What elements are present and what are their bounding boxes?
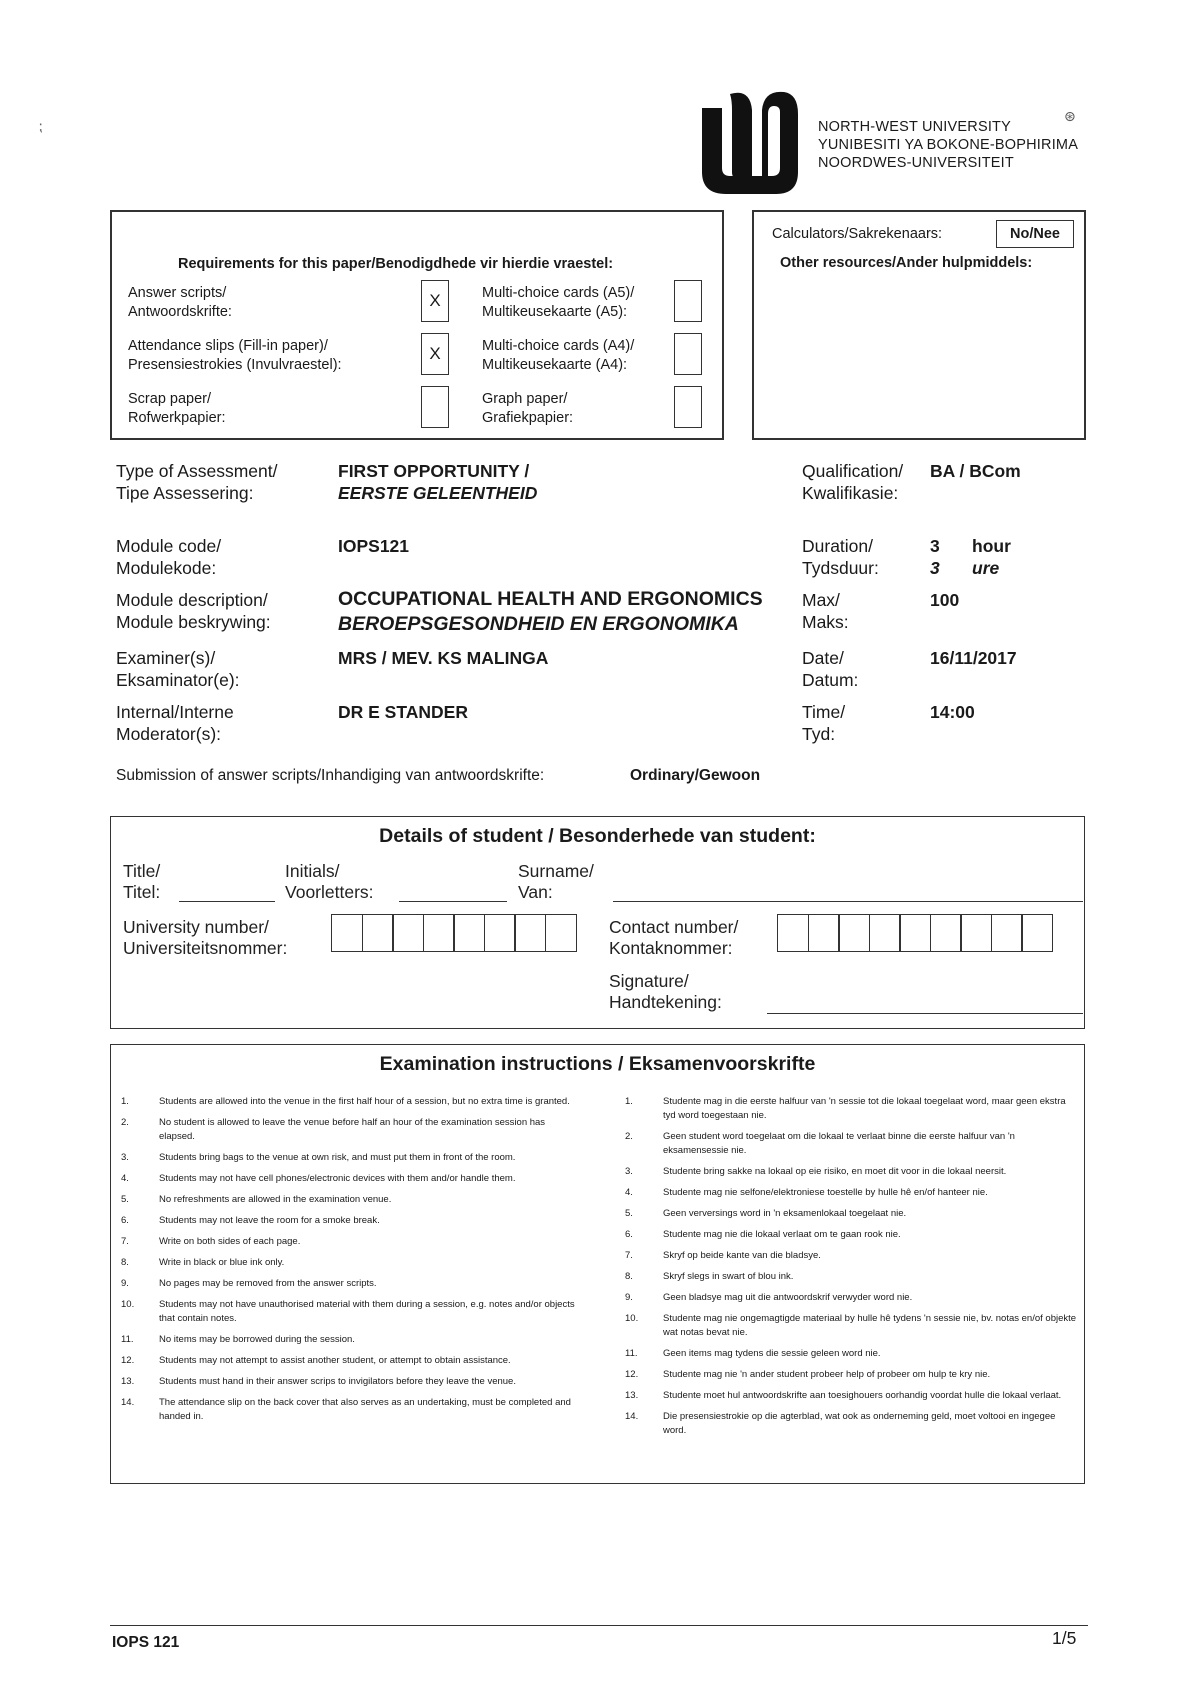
crest-mark-icon: ⊛ [1064, 108, 1076, 124]
instruction-number: 7. [121, 1236, 129, 1247]
calculators-value: No/Nee [996, 220, 1074, 248]
university-name-af: NOORDWES-UNIVERSITEIT [818, 155, 1014, 171]
instruction-number: 5. [121, 1194, 129, 1205]
instruction-item [121, 1095, 579, 1109]
instruction-text: Geen items mag tydens die sessie geleen word nie. [663, 1348, 881, 1359]
instruction-text: No refreshments are allowed in the examination venue. [159, 1194, 392, 1205]
instruction-number: 9. [625, 1292, 633, 1303]
instruction-item [625, 1186, 1077, 1200]
instruction-text: Studente moet hul antwoordskrifte aan toesighouers oorhandig voordat hulle die lokaal verlaat. [663, 1390, 1062, 1401]
instruction-number: 2. [121, 1117, 129, 1128]
instruction-number: 12. [625, 1369, 639, 1380]
instruction-text: Students may not have cell phones/electronic devices with them and/or handle them. [159, 1173, 516, 1184]
instruction-number: 9. [121, 1278, 129, 1289]
student-details-box [110, 816, 1085, 1029]
university-number-input[interactable] [331, 914, 575, 952]
university-number-digit[interactable] [392, 914, 424, 952]
instruction-number: 7. [625, 1250, 633, 1261]
module-code-value: IOPS121 [338, 536, 410, 556]
instructions-afrikaans-list [625, 1095, 1077, 1445]
calculators-label: Calculators/Sakrekenaars: [772, 226, 943, 242]
university-name-tn: YUNIBESITI YA BOKONE-BOPHIRIMA [818, 137, 1079, 153]
instruction-item [625, 1312, 1077, 1340]
instruction-text: Skryf op beide kante van die bladsye. [663, 1250, 821, 1261]
instruction-item [121, 1333, 579, 1347]
instruction-text: Students may not have unauthorised material with them during a session, e.g. notes and/or objects that contain notes. [159, 1299, 575, 1324]
footer-rule [110, 1625, 1088, 1626]
max-marks-label: Max/ Maks: [802, 590, 849, 632]
instruction-text: Studente mag nie selfone/elektroniese toestelle by hulle hê en/of hanteer nie. [663, 1187, 988, 1198]
req-graph-paper-label: Graph paper/ Grafiekpapier: [482, 391, 574, 426]
other-resources-label: Other resources/Ander hulpmiddels: [780, 255, 1033, 271]
type-of-assessment-label: Type of Assessment/ Tipe Assessering: [116, 461, 278, 503]
contact-number-digit[interactable] [1021, 914, 1053, 952]
instruction-number: 6. [625, 1229, 633, 1240]
instruction-item [121, 1277, 579, 1291]
instruction-number: 11. [121, 1334, 134, 1345]
req-mc-a5-checkbox[interactable] [674, 280, 702, 322]
instruction-text: Geen student word toegelaat om die lokaal te verlaat binne die eerste halfuur van 'n eksamensessie nie. [663, 1131, 1015, 1156]
instruction-number: 8. [625, 1271, 633, 1282]
req-attendance-checkbox[interactable]: X [421, 333, 449, 375]
instruction-item [121, 1151, 579, 1165]
instruction-text: No items may be borrowed during the session. [159, 1334, 355, 1345]
instructions-english-list [121, 1095, 579, 1431]
instruction-number: 1. [625, 1096, 633, 1107]
requirements-box [110, 210, 724, 440]
duration-hours: 3 3 [930, 536, 940, 578]
date-value: 16/11/2017 [930, 648, 1017, 668]
instruction-text: Students may not leave the room for a smoke break. [159, 1215, 380, 1226]
instruction-item [121, 1172, 579, 1186]
requirements-title: Requirements for this paper/Benodigdhede vir hierdie vraestel: [178, 256, 614, 272]
instruction-item [625, 1291, 1077, 1305]
instruction-number: 10. [625, 1313, 639, 1324]
resources-box [752, 210, 1086, 440]
req-graph-paper-checkbox[interactable] [674, 386, 702, 428]
instruction-text: Studente bring sakke na lokaal op eie risiko, en moet dit voor in die lokaal neersit. [663, 1166, 1007, 1177]
instruction-number: 4. [121, 1173, 129, 1184]
initials-label: Initials/ Voorletters: [285, 861, 374, 902]
instruction-text: Write on both sides of each page. [159, 1236, 301, 1247]
examiner-label: Examiner(s)/ Eksaminator(e): [116, 648, 240, 690]
req-mc-a4-checkbox[interactable] [674, 333, 702, 375]
instruction-item [625, 1095, 1077, 1123]
type-of-assessment-value: FIRST OPPORTUNITY / EERSTE GELEENTHEID [338, 461, 538, 503]
instruction-number: 5. [625, 1208, 633, 1219]
module-description-value: OCCUPATIONAL HEALTH AND ERGONOMICS BEROEPSGESONDHEID EN ERGONOMIKA [338, 588, 763, 635]
instruction-text: No pages may be removed from the answer scripts. [159, 1278, 377, 1289]
instruction-item [121, 1235, 579, 1249]
instruction-text: Studente mag nie 'n ander student probeer help of probeer om hulp te kry nie. [663, 1369, 991, 1380]
university-name-en: NORTH-WEST UNIVERSITY [818, 119, 1011, 135]
req-answer-scripts-checkbox[interactable]: X [421, 280, 449, 322]
surname-input[interactable] [613, 901, 1083, 902]
instruction-item [625, 1389, 1077, 1403]
instruction-item [121, 1116, 579, 1144]
time-label: Time/ Tyd: [802, 702, 846, 744]
instruction-item [625, 1249, 1077, 1263]
contact-number-digit[interactable] [960, 914, 992, 952]
instruction-text: No student is allowed to leave the venue before half an hour of the examination session has elapsed. [159, 1117, 546, 1142]
contact-number-digit[interactable] [869, 914, 901, 952]
instruction-text: Skryf slegs in swart of blou ink. [663, 1271, 794, 1282]
contact-number-label: Contact number/ Kontaknommer: [609, 917, 739, 958]
instruction-text: The attendance slip on the back cover that also serves as an undertaking, must be completed and handed in. [159, 1397, 571, 1422]
instruction-item [625, 1165, 1077, 1179]
moderator-value: DR E STANDER [338, 702, 468, 722]
instruction-item [121, 1396, 579, 1424]
instruction-text: Studente mag nie die lokaal verlaat om te gaan rook nie. [663, 1229, 901, 1240]
time-value: 14:00 [930, 702, 975, 722]
instruction-number: 14. [121, 1397, 135, 1408]
contact-number-digit[interactable] [899, 914, 931, 952]
submission-label: Submission of answer scripts/Inhandiging van antwoordskrifte: [116, 767, 545, 784]
university-number-digit[interactable] [514, 914, 546, 952]
university-number-digit[interactable] [331, 914, 363, 952]
instruction-text: Students must hand in their answer scrips to invigilators before they leave the venue. [159, 1376, 516, 1387]
qualification-value: BA / BCom [930, 461, 1021, 481]
signature-label: Signature/ Handtekening: [609, 971, 722, 1012]
module-description-label: Module description/ Module beskrywing: [116, 590, 271, 632]
footer-module-code: IOPS 121 [112, 1634, 180, 1651]
req-answer-scripts-label: Answer scripts/ Antwoordskrifte: [128, 285, 232, 320]
instruction-item [625, 1130, 1077, 1158]
surname-label: Surname/ Van: [518, 861, 594, 902]
instruction-number: 13. [625, 1390, 639, 1401]
instruction-text: Die presensiestrokie op die agterblad, wat ook as onderneming geld, moet voltooi en ingegee word. [663, 1411, 1056, 1436]
req-attendance-label: Attendance slips (Fill-in paper)/ Presensiestrokies (Invulvraestel): [128, 338, 342, 373]
instruction-item [625, 1368, 1077, 1382]
instruction-item [121, 1354, 579, 1368]
req-mc-a4-label: Multi-choice cards (A4)/ Multikeusekaarte (A4): [482, 338, 635, 373]
instructions-box [110, 1044, 1085, 1484]
nwu-logo-icon [696, 88, 806, 196]
instruction-text: Students may not attempt to assist another student, or attempt to obtain assistance. [159, 1355, 511, 1366]
submission-value: Ordinary/Gewoon [630, 767, 761, 784]
title-label: Title/ Titel: [123, 861, 161, 902]
contact-number-digit[interactable] [777, 914, 809, 952]
instruction-item [121, 1256, 579, 1270]
student-details-title: Details of student / Besonderhede van student: [379, 825, 816, 847]
instruction-number: 12. [121, 1355, 135, 1366]
university-number-digit[interactable] [453, 914, 485, 952]
university-number-digit[interactable] [545, 914, 577, 952]
max-marks-value: 100 [930, 590, 960, 610]
title-input[interactable] [179, 901, 275, 902]
moderator-label: Internal/Interne Moderator(s): [116, 702, 234, 744]
instruction-text: Studente mag in die eerste halfuur van 'n sessie tot die lokaal toegelaat word, maar geen ekstra tyd word toegestaan nie. [663, 1096, 1066, 1121]
contact-number-input[interactable] [777, 914, 1052, 952]
initials-input[interactable] [399, 901, 507, 902]
contact-number-digit[interactable] [930, 914, 962, 952]
instruction-number: 6. [121, 1215, 129, 1226]
instruction-text: Geen verversings word in 'n eksamenlokaal toegelaat nie. [663, 1208, 907, 1219]
duration-unit: hour ure [972, 536, 1011, 578]
req-scrap-paper-checkbox[interactable] [421, 386, 449, 428]
instruction-item [625, 1270, 1077, 1284]
contact-number-digit[interactable] [991, 914, 1023, 952]
instruction-item [121, 1375, 579, 1389]
instruction-number: 13. [121, 1376, 135, 1387]
instruction-item [625, 1207, 1077, 1221]
instruction-number: 11. [625, 1348, 638, 1359]
instruction-item [121, 1298, 579, 1326]
instruction-item [625, 1347, 1077, 1361]
university-number-digit[interactable] [423, 914, 455, 952]
instruction-item [121, 1214, 579, 1228]
instruction-number: 4. [625, 1187, 633, 1198]
instruction-number: 1. [121, 1096, 129, 1107]
instruction-item [625, 1228, 1077, 1242]
instruction-item [625, 1410, 1077, 1438]
university-number-digit[interactable] [362, 914, 394, 952]
university-names [818, 118, 1078, 172]
instruction-number: 3. [121, 1152, 129, 1163]
instruction-number: 14. [625, 1411, 639, 1422]
university-number-label: University number/ Universiteitsnommer: [123, 917, 288, 958]
instruction-number: 2. [625, 1131, 633, 1142]
instruction-text: Write in black or blue ink only. [159, 1257, 285, 1268]
footer-page-number: 1/5 [1052, 1628, 1077, 1648]
date-label: Date/ Datum: [802, 648, 859, 690]
signature-input[interactable] [767, 1013, 1083, 1014]
req-mc-a5-label: Multi-choice cards (A5)/ Multikeusekaarte (A5): [482, 285, 635, 320]
instruction-number: 8. [121, 1257, 129, 1268]
contact-number-digit[interactable] [808, 914, 840, 952]
instruction-text: Studente mag nie ongemagtigde materiaal by hulle hê tydens 'n sessie nie, bv. notas en/of objekte wat notas bevat nie. [663, 1313, 1077, 1338]
submission-row [116, 767, 761, 785]
scan-speck-icon: ⁏ [38, 118, 43, 134]
instruction-number: 3. [625, 1166, 633, 1177]
req-scrap-paper-label: Scrap paper/ Rofwerkpapier: [128, 391, 226, 426]
examiner-value: MRS / MEV. KS MALINGA [338, 648, 549, 668]
instruction-text: Students bring bags to the venue at own risk, and must put them in front of the room. [159, 1152, 516, 1163]
contact-number-digit[interactable] [838, 914, 870, 952]
university-number-digit[interactable] [484, 914, 516, 952]
module-code-label: Module code/ Modulekode: [116, 536, 222, 578]
instruction-text: Students are allowed into the venue in the first half hour of a session, but no extra time is granted. [159, 1096, 570, 1107]
instructions-title: Examination instructions / Eksamenvoorskrifte [379, 1053, 816, 1075]
duration-label: Duration/ Tydsduur: [802, 536, 879, 578]
instruction-text: Geen bladsye mag uit die antwoordskrif verwyder word nie. [663, 1292, 913, 1303]
qualification-label: Qualification/ Kwalifikasie: [802, 461, 904, 503]
instruction-number: 10. [121, 1299, 135, 1310]
instruction-item [121, 1193, 579, 1207]
